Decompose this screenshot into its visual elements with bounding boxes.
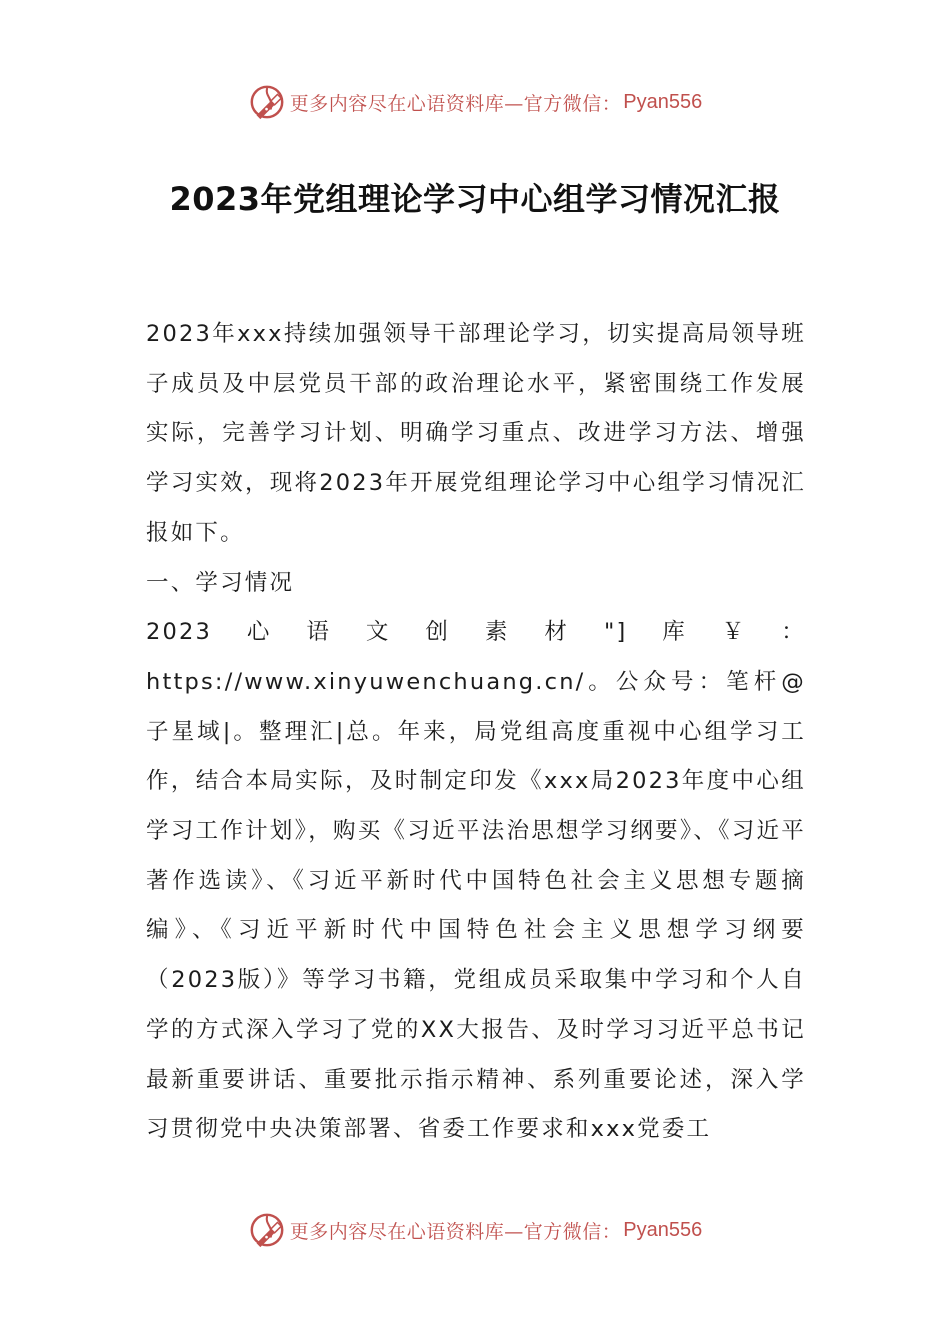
pen-nib-logo-icon [248,1211,286,1249]
paragraph-intro: 2023年xxx持续加强领导干部理论学习，切实提高局领导班子成员及中层党员干部的政治理论水平，紧密围绕工作发展实际，完善学习计划、明确学习重点、改进学习方法、增强学习实效，现将2023年开展党组理论学习中心组学习情况汇报如下。 [146,321,806,546]
section-heading: 一、学习情况 [146,569,295,596]
footer-banner [0,1210,950,1250]
header-banner [0,82,950,122]
document-title: 2023年党组理论学习中心组学习情况汇报 [169,180,781,218]
pen-nib-logo-icon [248,83,286,121]
paragraph-study-situation: 2023心语文创素材"]库￥：https://www.xinyuwenchuang.cn/。公众号：笔杆@子星域|。整理汇|总。年来，局党组高度重视中心组学习工作，结合本局实际，及时制定印发《xxx局2023年度中心组学习工作计划》，购买《习近平法治思想学习纲要》、《习近平著作选读》、《习近平新时代中国特色社会主义思想专题摘编》、《习近平新时代中国特色社会主义思想学习纲要（2023版）》等学习书籍，党组成员采取集中学习和个人自学的方式深入学习了党的XX大报告、及时学习习近平总书记最新重要讲话、重要批示指示精神、系列重要论述，深入学习贯彻党中央决策部署、省委工作要求和xxx党委工 [146,619,806,1143]
wechat-id: Pyan556 [623,90,703,113]
banner-text: 更多内容尽在心语资料库—官方微信： [289,1220,622,1243]
banner-text: 更多内容尽在心语资料库—官方微信： [289,92,622,115]
document-body [146,310,806,1155]
wechat-id: Pyan556 [623,1218,703,1241]
